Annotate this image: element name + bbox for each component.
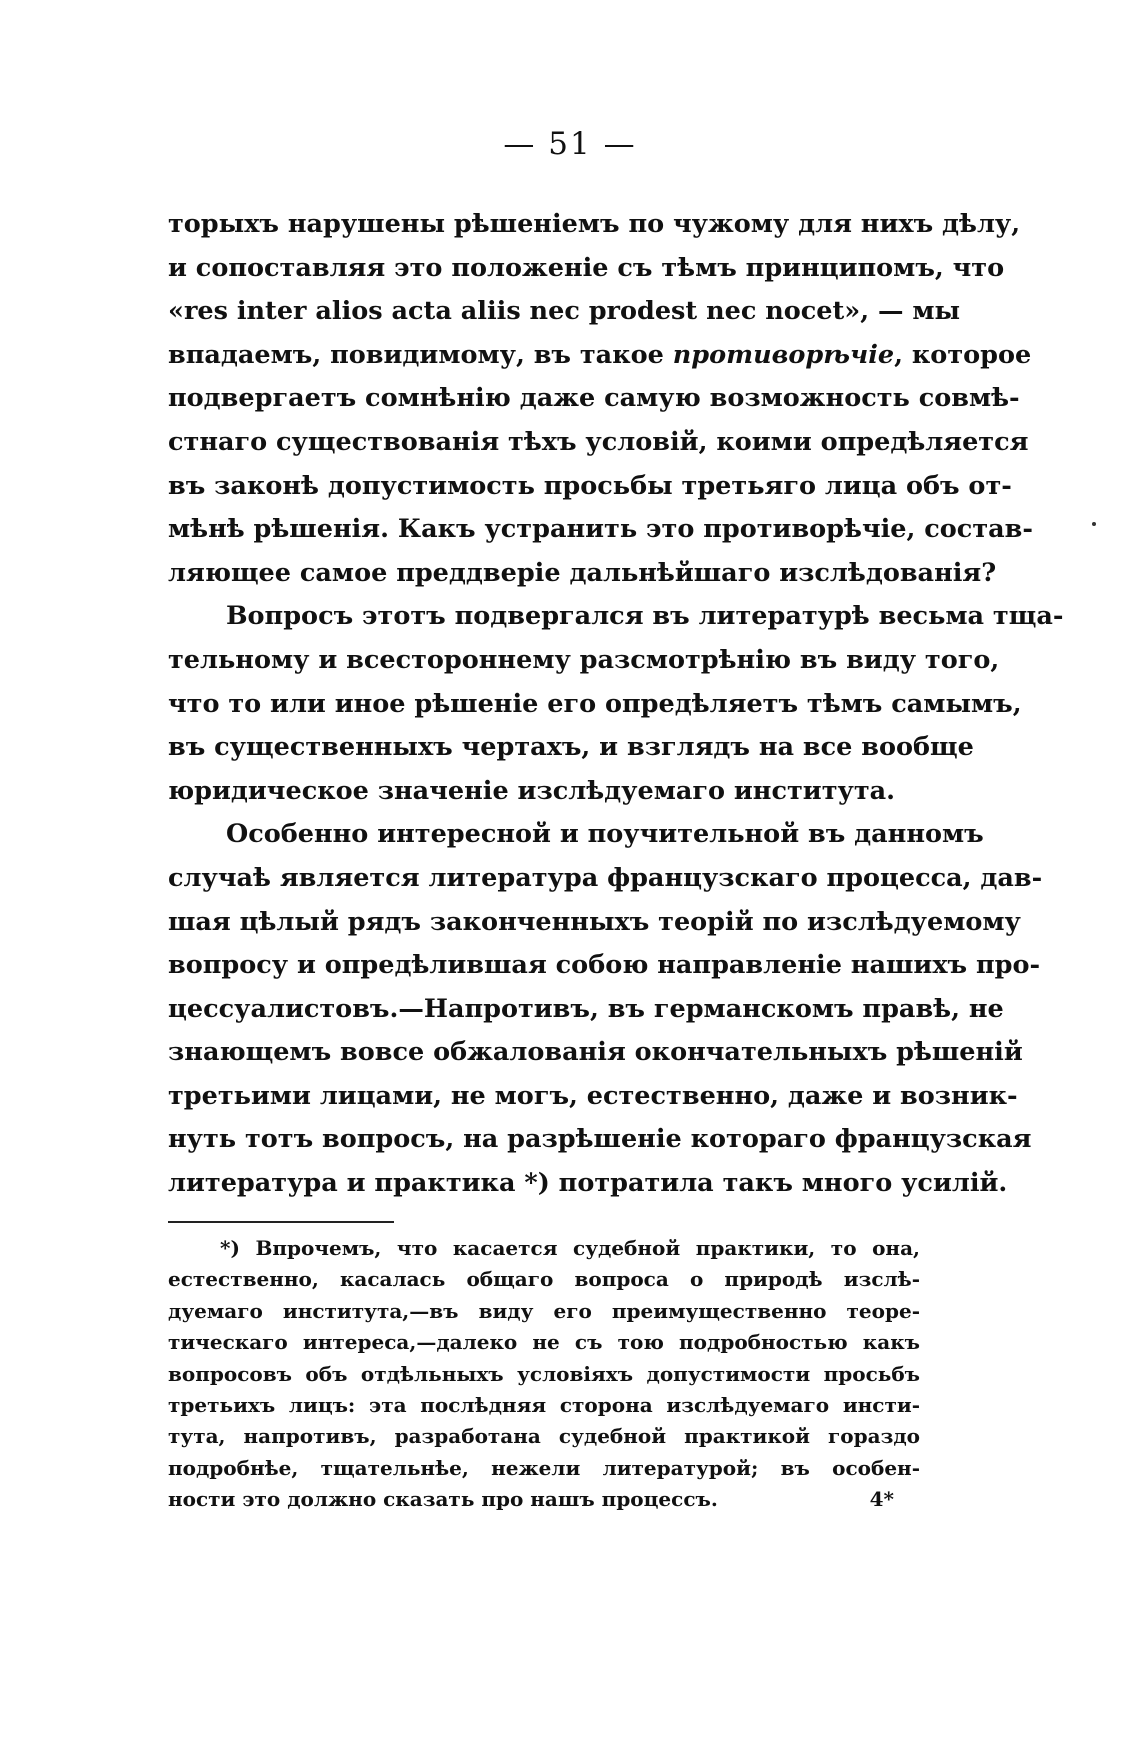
text-line: въ законѣ допустимость просьбы третьяго лица объ от-	[168, 470, 1012, 501]
footnote-separator	[168, 1221, 394, 1223]
paragraph	[168, 203, 1033, 595]
main-text	[168, 203, 1064, 1206]
text-line: вопросу и опредѣлившая собою направленіе нашихъ про-	[168, 950, 1041, 981]
paragraph	[168, 813, 1043, 1205]
text-line: литература и практика *) потратила такъ много усилій.	[168, 1168, 1008, 1199]
footnote	[168, 1233, 920, 1516]
text-line: Вопросъ этотъ подвергался въ литературѣ весьма тща-	[226, 601, 1064, 632]
page-number: — 51 —	[503, 126, 637, 162]
text-line: цессуалистовъ.—Напротивъ, въ германскомъ правѣ, не	[168, 993, 1004, 1024]
text-line: въ существенныхъ чертахъ, и взглядъ на все вообще	[168, 732, 974, 763]
text-segment: впадаемъ, повидимому, въ такое	[168, 339, 673, 370]
text-line: «res inter alios acta aliis nec prodest nec nocet», — мы	[168, 296, 961, 327]
text-line-with-emphasis	[168, 334, 1032, 378]
text-line: мѣнѣ рѣшенія. Какъ устранить это противорѣчіе, состав-	[168, 514, 1033, 545]
footnote-line: тута, напротивъ, разработана судебной практикой гораздо	[168, 1424, 920, 1449]
text-line: стнаго существованія тѣхъ условій, коими опредѣляется	[168, 426, 1029, 457]
text-line: торыхъ нарушены рѣшеніемъ по чужому для нихъ дѣлу,	[168, 209, 1021, 239]
emphasized-word: противорѣчіе	[672, 339, 895, 370]
text-line: ляющее самое преддверіе дальнѣйшаго изслѣдованія?	[168, 557, 997, 588]
text-line: третьими лицами, не могъ, естественно, даже и возник-	[168, 1080, 1018, 1111]
text-line: и сопоставляя это положеніе съ тѣмъ принципомъ, что	[168, 252, 1005, 283]
footnote-line: третьихъ лицъ: эта послѣдняя сторона изслѣдуемаго инсти-	[168, 1392, 920, 1417]
text-segment: , которое	[894, 339, 1032, 370]
text-line: случаѣ является литература французскаго процесса, дав-	[168, 862, 1043, 893]
text-line: Особенно интересной и поучительной въ данномъ	[226, 819, 984, 850]
text-line: что то или иное рѣшеніе его опредѣляетъ тѣмъ самымъ,	[168, 688, 1022, 719]
text-line: знающемъ вовсе обжалованія окончательныхъ рѣшеній	[168, 1037, 1023, 1068]
text-line: подвергаетъ сомнѣнію даже самую возможность совмѣ-	[168, 383, 1020, 414]
footnote-line: подробнѣе, тщательнѣе, нежели литературой; въ особен-	[168, 1455, 920, 1480]
text-line: тельному и всестороннему разсмотрѣнію въ виду того,	[168, 644, 1000, 675]
footnote-line: *) Впрочемъ, что касается судебной практики, то она,	[220, 1236, 920, 1260]
signature-mark: 4*	[869, 1487, 894, 1512]
footnote-line: естественно, касалась общаго вопроса о природѣ изслѣ-	[168, 1267, 920, 1292]
footnote-line: вопросовъ объ отдѣльныхъ условіяхъ допустимости просьбъ	[168, 1361, 920, 1386]
text-line: нуть тотъ вопросъ, на разрѣшеніе котораго французская	[168, 1124, 1032, 1155]
text-line: юридическое значеніе изслѣдуемаго института.	[168, 775, 896, 806]
print-speck	[1092, 522, 1096, 526]
footnote-last-line	[168, 1484, 920, 1515]
footnote-line: ности это должно сказать про нашъ процессъ.	[168, 1487, 718, 1512]
paragraph	[168, 595, 1064, 813]
footnote-line: тическаго интереса,—далеко не съ тою подробностью какъ	[168, 1330, 920, 1355]
text-line: шая цѣлый рядъ законченныхъ теорій по изслѣдуемому	[168, 906, 1021, 937]
footnote-line: дуемаго института,—въ виду его преимущественно теоре-	[168, 1298, 920, 1323]
